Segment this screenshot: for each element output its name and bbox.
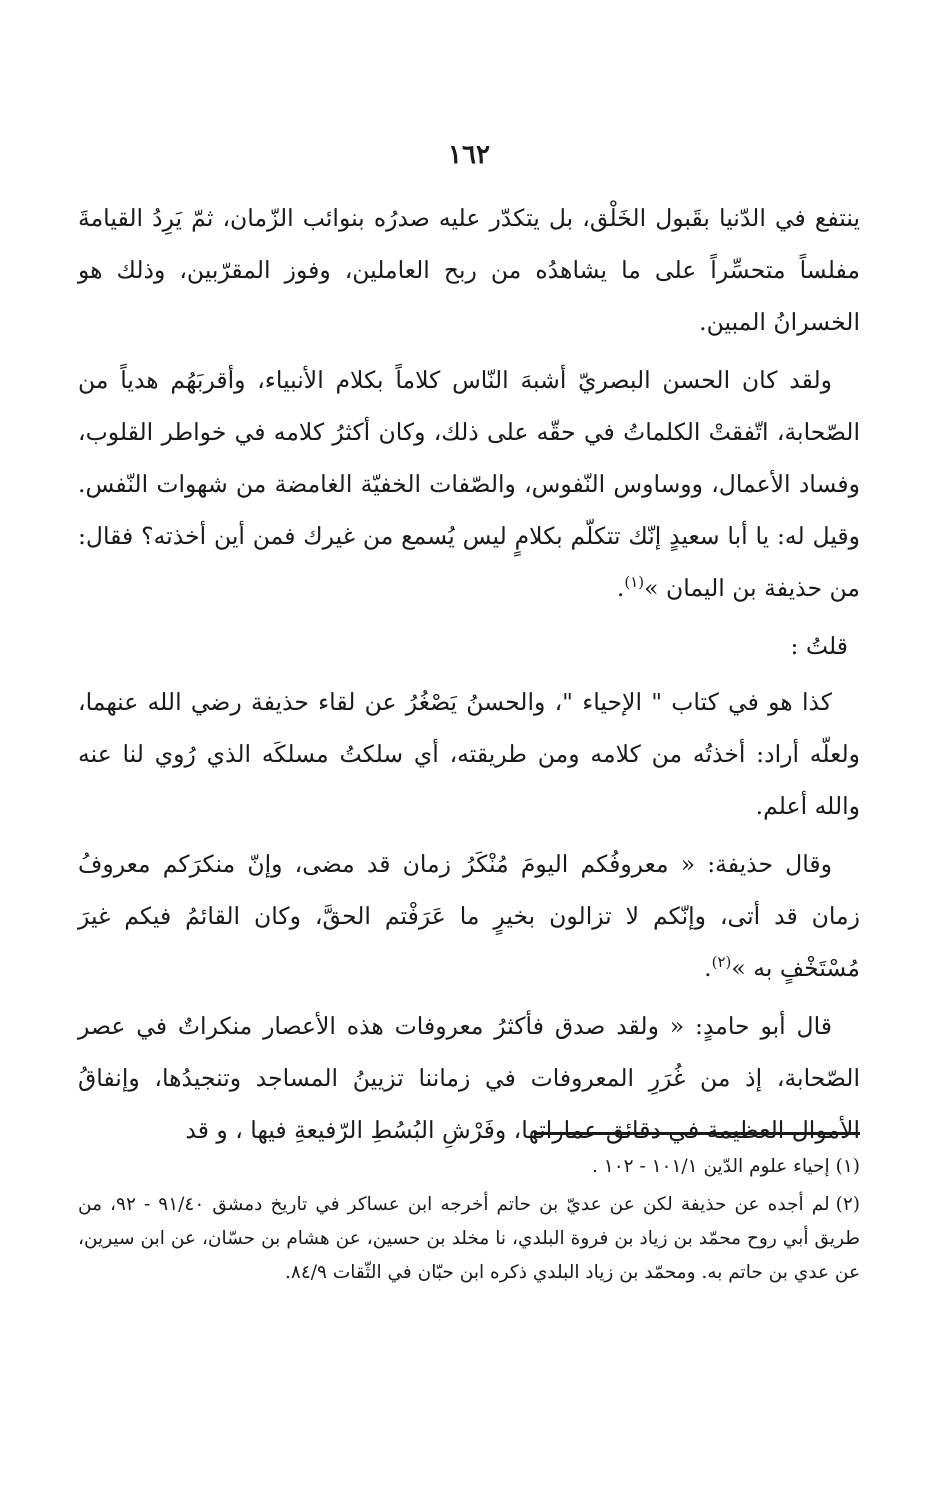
paragraph-text: وقال حذيفة: « معروفُكم اليومَ مُنْكَرُ زمان قد مضى، وإنّ منكرَكم معروفُ زمان قد أتى، وإنّكم لا تزالون بخيرٍ ما عَرَفْتم الحقَّ، وكان القائمُ فيكم غيرَ مُسْتَخْفٍ به » — [78, 850, 860, 982]
main-text — [78, 192, 860, 1162]
section-label — [78, 620, 860, 672]
paragraph-4 — [78, 838, 860, 994]
footnote-text: إحياء علوم الدّين ١٠١/١ - ١٠٢ . — [592, 1156, 830, 1177]
paragraph-text: كذا هو في كتاب " الإحياء "، والحسنُ يَصْغُرُ عن لقاء حذيفة رضي الله عنهما، ولعلّه أراد: أخذتُه من كلامه ومن طريقته، أي سلكتُ مسلكَه الذي رُوي لنا عنه والله أعلم. — [78, 688, 860, 820]
footnotes — [78, 1150, 860, 1294]
paragraph-text: ينتفع في الدّنيا بقَبول الخَلْق، بل يتكدّر عليه صدرُه بنوائب الزّمان، ثمّ يَرِدُ القيامةَ مفلساً متحسِّراً على ما يشاهدُه من ربح العاملين، وفوز المقرّبين، وذلك هو الخسرانُ المبين. — [78, 204, 860, 336]
footnote-reference-2[interactable]: (٢) — [711, 953, 732, 972]
paragraph-text: قال أبو حامدٍ: « ولقد صدق فأكثرُ معروفات هذه الأعصار منكراتٌ في عصر الصّحابة، إذ من غُرَرِ المعروفات في زماننا تزيينُ المساجد وتنجيدُها، وإنفاقُ الأموال العظيمة في دقائق عماراتها، وفَرْشِ البُسُطِ الرّفيعةِ فيها ، و قد — [78, 1012, 860, 1144]
paragraph-tail: . — [616, 574, 625, 602]
footnote-reference-1[interactable]: (١) — [624, 573, 645, 592]
label-text: قلتُ : — [790, 632, 848, 660]
paragraph-3 — [78, 676, 860, 832]
paragraph-tail: . — [704, 954, 712, 982]
page-number: ١٦٢ — [448, 140, 490, 170]
paragraph-text: ولقد كان الحسن البصريّ أشبهَ النّاس كلاماً بكلام الأنبياء، وأقربَهُم هدياً من الصّحابة، اتّفقتْ الكلماتُ في حقّه على ذلك، وكان أكثرُ كلامه في خواطر القلوب، وفساد الأعمال، ووساوس النّفوس، والصّفات الخفيّة الغامضة من شهوات النّفس. وقيل له: يا أبا سعيدٍ إنّك تتكلّم بكلامٍ ليس يُسمع من غيرك فمن أين أخذته؟ فقال: من حذيفة بن اليمان » — [78, 366, 860, 602]
footnote-1 — [78, 1150, 860, 1184]
footnote-divider — [534, 1132, 860, 1135]
footnote-number: (٢) — [835, 1194, 861, 1215]
footnote-2 — [78, 1188, 860, 1290]
footnote-text: لم أجده عن حذيفة لكن عن عديّ بن حاتم أخرجه ابن عساكر في تاريخ دمشق ٩١/٤٠ - ٩٢، من طريق أبي روح محمّد بن زياد بن فروة البلدي، نا مخلد بن حسين، عن هشام بن حسّان، عن ابن سيرين، عن عدي بن حاتم به. ومحمّد بن زياد البلدي ذكره ابن حبّان في الثّقات ٨٤/٩. — [78, 1194, 860, 1283]
footnote-number: (١) — [835, 1156, 860, 1177]
document-page — [78, 0, 860, 1485]
paragraph-2 — [78, 354, 860, 614]
paragraph-1 — [78, 192, 860, 348]
